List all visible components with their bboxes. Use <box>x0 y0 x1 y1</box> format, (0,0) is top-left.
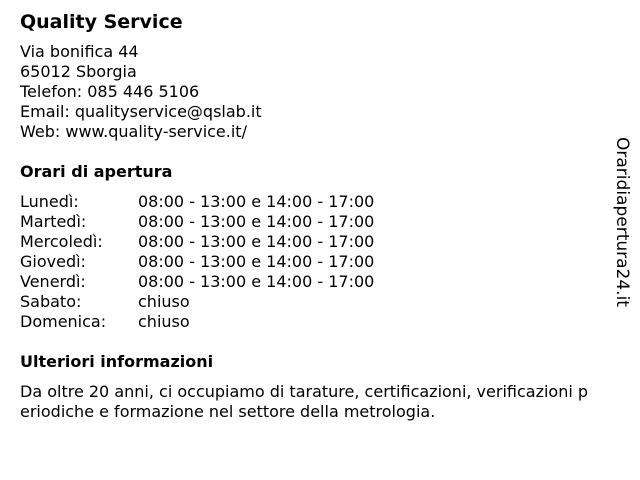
hours-row-friday <box>20 272 595 292</box>
hours-time: 08:00 - 13:00 e 14:00 - 17:00 <box>138 232 375 251</box>
hours-time: 08:00 - 13:00 e 14:00 - 17:00 <box>138 252 375 271</box>
hours-day: Mercoledì: <box>20 232 103 251</box>
hours-day: Martedì: <box>20 212 87 231</box>
hours-day: Sabato: <box>20 292 82 311</box>
email-line: Email: qualityservice@qslab.it <box>20 102 262 121</box>
info-description: Da oltre 20 anni, ci occupiamo di tarature, certificazioni, verificazioni periodiche e formazione nel settore della metrologia. <box>20 382 589 421</box>
hours-row-tuesday <box>20 212 595 232</box>
hours-time: 08:00 - 13:00 e 14:00 - 17:00 <box>138 212 375 231</box>
street-address: Via bonifica 44 <box>20 42 139 61</box>
web-line: Web: www.quality-service.it/ <box>20 122 247 141</box>
info-heading: Ulteriori informazioni <box>20 352 214 371</box>
hours-row-saturday <box>20 292 595 312</box>
hours-table <box>20 192 595 332</box>
hours-time: chiuso <box>138 312 190 331</box>
hours-row-thursday <box>20 252 595 272</box>
hours-row-monday <box>20 192 595 212</box>
address-block <box>20 42 595 142</box>
phone-line: Telefon: 085 446 5106 <box>20 82 200 101</box>
hours-row-sunday <box>20 312 595 332</box>
business-name: Quality Service <box>20 11 183 33</box>
hours-day: Giovedì: <box>20 252 86 271</box>
postal-city: 65012 Sborgia <box>20 62 137 81</box>
hours-day: Venerdì: <box>20 272 86 291</box>
site-brand-watermark: Oraridiapertura24.it <box>612 137 632 307</box>
hours-day: Domenica: <box>20 312 107 331</box>
hours-time: 08:00 - 13:00 e 14:00 - 17:00 <box>138 192 375 211</box>
hours-time: chiuso <box>138 292 190 311</box>
hours-row-wednesday <box>20 232 595 252</box>
hours-time: 08:00 - 13:00 e 14:00 - 17:00 <box>138 272 375 291</box>
hours-heading: Orari di apertura <box>20 162 173 181</box>
hours-day: Lunedì: <box>20 192 79 211</box>
business-card <box>20 10 595 422</box>
